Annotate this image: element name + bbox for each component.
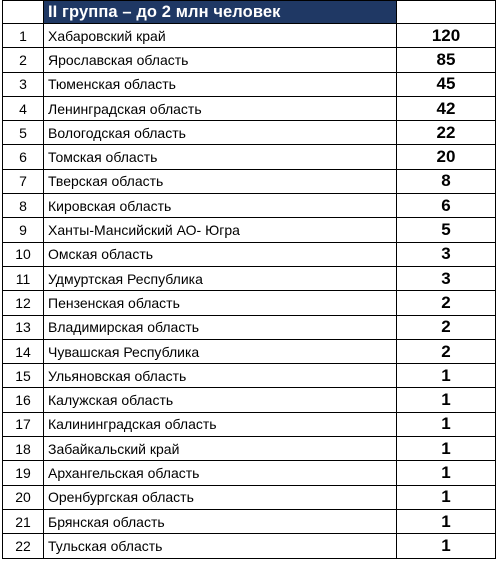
value-cell[interactable]: 45 — [397, 72, 496, 96]
table-row — [3, 315, 496, 339]
value-cell[interactable]: 120 — [397, 24, 496, 48]
table-row — [3, 364, 496, 388]
row-number-cell[interactable]: 14 — [3, 339, 44, 363]
table-row — [3, 96, 496, 120]
value-cell[interactable]: 1 — [397, 485, 496, 509]
row-number-cell[interactable]: 12 — [3, 291, 44, 315]
row-number-cell[interactable]: 7 — [3, 169, 44, 193]
value-cell[interactable]: 3 — [397, 242, 496, 266]
value-cell[interactable]: 2 — [397, 315, 496, 339]
ranking-table — [2, 0, 496, 559]
value-cell[interactable]: 6 — [397, 194, 496, 218]
region-name-cell[interactable]: Ярославская область — [44, 48, 397, 72]
region-name-cell[interactable]: Чувашская Республика — [44, 339, 397, 363]
group-title[interactable]: II группа – до 2 млн человек — [44, 1, 397, 24]
ranking-table-body — [3, 1, 496, 559]
table-row — [3, 461, 496, 485]
value-cell[interactable]: 42 — [397, 96, 496, 120]
value-cell[interactable]: 20 — [397, 145, 496, 169]
region-name-cell[interactable]: Оренбургская область — [44, 485, 397, 509]
value-cell[interactable]: 2 — [397, 291, 496, 315]
region-name-cell[interactable]: Кировская область — [44, 194, 397, 218]
region-name-cell[interactable]: Удмуртская Республика — [44, 266, 397, 290]
region-name-cell[interactable]: Ульяновская область — [44, 364, 397, 388]
region-name-cell[interactable]: Пензенская область — [44, 291, 397, 315]
table-row — [3, 194, 496, 218]
region-name-cell[interactable]: Тверская область — [44, 169, 397, 193]
value-cell[interactable]: 8 — [397, 169, 496, 193]
row-number-cell[interactable]: 5 — [3, 121, 44, 145]
header-cell-value[interactable] — [397, 1, 496, 24]
row-number-cell[interactable]: 22 — [3, 534, 44, 558]
table-row — [3, 72, 496, 96]
row-number-cell[interactable]: 6 — [3, 145, 44, 169]
row-number-cell[interactable]: 3 — [3, 72, 44, 96]
row-number-cell[interactable]: 8 — [3, 194, 44, 218]
row-number-cell[interactable]: 1 — [3, 24, 44, 48]
row-number-cell[interactable]: 11 — [3, 266, 44, 290]
value-cell[interactable]: 85 — [397, 48, 496, 72]
region-name-cell[interactable]: Тюменская область — [44, 72, 397, 96]
table-row — [3, 437, 496, 461]
table-row — [3, 412, 496, 436]
row-number-cell[interactable]: 20 — [3, 485, 44, 509]
row-number-cell[interactable]: 9 — [3, 218, 44, 242]
value-cell[interactable]: 1 — [397, 509, 496, 533]
region-name-cell[interactable]: Забайкальский край — [44, 437, 397, 461]
row-number-cell[interactable]: 16 — [3, 388, 44, 412]
value-cell[interactable]: 3 — [397, 266, 496, 290]
value-cell[interactable]: 1 — [397, 437, 496, 461]
row-number-cell[interactable]: 18 — [3, 437, 44, 461]
region-name-cell[interactable]: Ханты-Мансийский АО- Югра — [44, 218, 397, 242]
value-cell[interactable]: 1 — [397, 364, 496, 388]
table-row — [3, 121, 496, 145]
value-cell[interactable]: 2 — [397, 339, 496, 363]
table-row — [3, 485, 496, 509]
row-number-cell[interactable]: 4 — [3, 96, 44, 120]
table-row — [3, 169, 496, 193]
region-name-cell[interactable]: Архангельская область — [44, 461, 397, 485]
region-name-cell[interactable]: Владимирская область — [44, 315, 397, 339]
region-name-cell[interactable]: Тульская область — [44, 534, 397, 558]
table-row — [3, 145, 496, 169]
value-cell[interactable]: 1 — [397, 461, 496, 485]
region-name-cell[interactable]: Брянская область — [44, 509, 397, 533]
region-name-cell[interactable]: Калужская область — [44, 388, 397, 412]
region-name-cell[interactable]: Хабаровский край — [44, 24, 397, 48]
region-name-cell[interactable]: Омская область — [44, 242, 397, 266]
region-name-cell[interactable]: Ленинградская область — [44, 96, 397, 120]
table-row — [3, 48, 496, 72]
value-cell[interactable]: 5 — [397, 218, 496, 242]
row-number-cell[interactable]: 17 — [3, 412, 44, 436]
region-name-cell[interactable]: Вологодская область — [44, 121, 397, 145]
row-number-cell[interactable]: 13 — [3, 315, 44, 339]
value-cell[interactable]: 1 — [397, 388, 496, 412]
value-cell[interactable]: 1 — [397, 534, 496, 558]
table-row — [3, 266, 496, 290]
row-number-cell[interactable]: 15 — [3, 364, 44, 388]
table-row — [3, 242, 496, 266]
value-cell[interactable]: 22 — [397, 121, 496, 145]
header-row — [3, 1, 496, 24]
table-row — [3, 24, 496, 48]
value-cell[interactable]: 1 — [397, 412, 496, 436]
table-row — [3, 534, 496, 558]
region-name-cell[interactable]: Томская область — [44, 145, 397, 169]
row-number-cell[interactable]: 2 — [3, 48, 44, 72]
table-row — [3, 339, 496, 363]
table-row — [3, 291, 496, 315]
table-row — [3, 388, 496, 412]
row-number-cell[interactable]: 10 — [3, 242, 44, 266]
table-row — [3, 218, 496, 242]
region-name-cell[interactable]: Калининградская область — [44, 412, 397, 436]
row-number-cell[interactable]: 19 — [3, 461, 44, 485]
row-number-cell[interactable]: 21 — [3, 509, 44, 533]
header-cell-number[interactable] — [3, 1, 44, 24]
table-row — [3, 509, 496, 533]
